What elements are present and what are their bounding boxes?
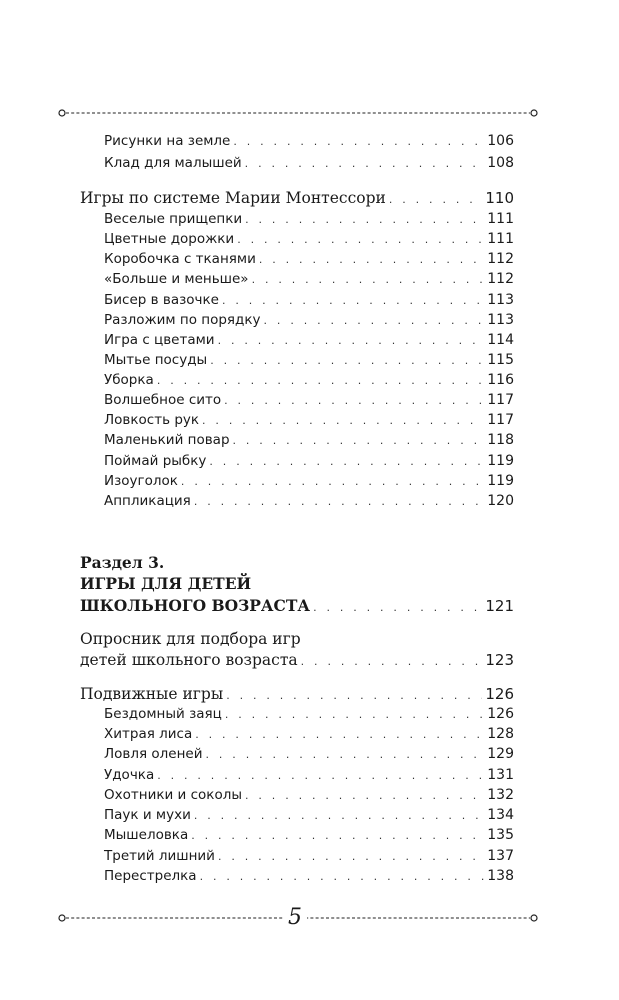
toc-entry[interactable]: [80, 412, 514, 428]
leader-dots: [224, 394, 484, 407]
toc-entry-title: Бездомный заяц: [104, 706, 222, 722]
toc-entry[interactable]: [80, 827, 514, 843]
toc-entry[interactable]: [80, 868, 514, 884]
leader-dots: [218, 850, 484, 863]
leader-dots: [225, 708, 484, 721]
toc-entry[interactable]: [80, 211, 514, 227]
toc-entry-title: Веселые прищепки: [104, 211, 243, 227]
top-decorative-rule: [58, 107, 538, 119]
toc-entry-page: 117: [487, 392, 514, 408]
toc-entry-page: 118: [487, 432, 514, 448]
leader-dots: [195, 728, 484, 741]
toc-entry-page: 135: [487, 827, 514, 843]
toc-entry[interactable]: [80, 453, 514, 469]
leader-dots: [226, 689, 482, 702]
toc-entry-page: 111: [487, 211, 514, 227]
toc-entry[interactable]: [80, 726, 514, 742]
toc-entry-page: 131: [487, 767, 514, 783]
toc-entry-title: Удочка: [104, 767, 155, 783]
toc-entry-page: 113: [487, 292, 514, 308]
toc-part-entry[interactable]: [80, 596, 514, 615]
toc-entry-title: Мышеловка: [104, 827, 189, 843]
toc-entry-title: Волшебное сито: [104, 392, 222, 408]
toc-entry[interactable]: [80, 767, 514, 783]
toc-entry-page: 128: [487, 726, 514, 742]
toc-entry[interactable]: [80, 432, 514, 448]
toc-entry-title: Охотники и соколы: [104, 787, 243, 803]
toc-entry[interactable]: [80, 372, 514, 388]
leader-dots: [218, 334, 485, 347]
toc-part-title: ШКОЛЬНОГО ВОЗРАСТА: [80, 596, 311, 615]
toc-entry-title: Игра с цветами: [104, 332, 215, 348]
leader-dots: [157, 769, 484, 782]
toc-section-entry[interactable]: [80, 189, 514, 207]
toc-entry-title: Ловля оленей: [104, 746, 203, 762]
toc-entry-page: 111: [487, 231, 514, 247]
toc-entry-title: Ловкость рук: [104, 412, 200, 428]
toc-entry-title: Бисер в вазочке: [104, 292, 219, 308]
leader-dots: [301, 655, 483, 668]
toc-entry-page: 108: [487, 155, 514, 171]
toc-section-entry[interactable]: [80, 685, 514, 703]
leader-dots: [233, 434, 485, 447]
toc-entry-page: 132: [487, 787, 514, 803]
leader-dots: [259, 253, 484, 266]
toc-entry-title: Изоуголок: [104, 473, 178, 489]
toc-entry-page: 126: [487, 706, 514, 722]
toc-entry-page: 138: [487, 868, 514, 884]
toc-entry[interactable]: [80, 392, 514, 408]
toc-part-page: 121: [485, 597, 514, 615]
toc-entry[interactable]: [80, 231, 514, 247]
toc-entry-title: Перестрелка: [104, 868, 197, 884]
toc-entry[interactable]: [80, 706, 514, 722]
toc-entry-page: 119: [487, 453, 514, 469]
leader-dots: [202, 414, 484, 427]
toc-entry-title: Аппликация: [104, 493, 191, 509]
leader-dots: [237, 233, 484, 246]
part-heading: ИГРЫ ДЛЯ ДЕТЕЙ: [80, 574, 252, 593]
toc-section-title: детей школьного возраста: [80, 651, 298, 669]
page-number: 5: [283, 905, 307, 931]
toc-section-title-line: Опросник для подбора игр: [80, 630, 301, 648]
leader-dots: [194, 495, 484, 508]
leader-dots: [194, 809, 484, 822]
toc-entry-title: Третий лишний: [104, 848, 215, 864]
leader-dots: [209, 455, 484, 468]
toc-entry-title: Цветные дорожки: [104, 231, 235, 247]
toc-entry[interactable]: [80, 292, 514, 308]
toc-entry[interactable]: [80, 746, 514, 762]
toc-entry[interactable]: [80, 155, 514, 171]
toc-entry-page: 114: [487, 332, 514, 348]
toc-section-page: 123: [485, 651, 514, 669]
toc-entry[interactable]: [80, 493, 514, 509]
toc-entry-title: Рисунки на земле: [104, 133, 231, 149]
toc-entry-page: 134: [487, 807, 514, 823]
toc-entry-title: Поймай рыбку: [104, 453, 207, 469]
leader-dots: [233, 135, 484, 148]
toc-entry-page: 137: [487, 848, 514, 864]
toc-entry[interactable]: [80, 352, 514, 368]
leader-dots: [206, 748, 485, 761]
part-heading: Раздел 3.: [80, 553, 165, 572]
leader-dots: [222, 294, 484, 307]
toc-entry-title: Маленький повар: [104, 432, 230, 448]
toc-entry-page: 120: [487, 493, 514, 509]
toc-entry[interactable]: [80, 332, 514, 348]
leader-dots: [245, 213, 484, 226]
leader-dots: [245, 157, 485, 170]
toc-entry[interactable]: [80, 312, 514, 328]
toc-section-page: 110: [485, 189, 514, 207]
leader-dots: [200, 870, 485, 883]
toc-entry-page: 117: [487, 412, 514, 428]
leader-dots: [389, 193, 482, 206]
toc-entry-page: 113: [487, 312, 514, 328]
toc-entry[interactable]: [80, 271, 514, 287]
toc-entry[interactable]: [80, 807, 514, 823]
toc-section-title: Подвижные игры: [80, 685, 224, 703]
toc-entry[interactable]: [80, 473, 514, 489]
leader-dots: [245, 789, 484, 802]
leader-dots: [264, 314, 485, 327]
leader-dots: [313, 601, 482, 614]
toc-entry-title: Паук и мухи: [104, 807, 191, 823]
toc-entry-title: Разложим по порядку: [104, 312, 261, 328]
toc-entry-title: «Больше и меньше»: [104, 271, 249, 287]
toc-section-entry[interactable]: [80, 651, 514, 669]
toc-entry[interactable]: [80, 251, 514, 267]
toc-entry-page: 115: [487, 352, 514, 368]
toc-entry-page: 116: [487, 372, 514, 388]
toc-entry-title: Уборка: [104, 372, 154, 388]
leader-dots: [210, 354, 484, 367]
toc-entry[interactable]: [80, 848, 514, 864]
toc-entry[interactable]: [80, 133, 514, 149]
toc-entry-title: Хитрая лиса: [104, 726, 193, 742]
toc-entry-title: Мытье посуды: [104, 352, 208, 368]
toc-entry-page: 112: [487, 271, 514, 287]
toc-section-page: 126: [485, 685, 514, 703]
toc-entry-title: Коробочка с тканями: [104, 251, 256, 267]
leader-dots: [181, 475, 484, 488]
toc-entry-page: 129: [487, 746, 514, 762]
toc-entry[interactable]: [80, 787, 514, 803]
leader-dots: [191, 829, 484, 842]
toc-entry-page: 119: [487, 473, 514, 489]
leader-dots: [252, 273, 485, 286]
toc-entry-page: 106: [487, 133, 514, 149]
toc-entry-page: 112: [487, 251, 514, 267]
leader-dots: [157, 374, 484, 387]
toc-entry-title: Клад для малышей: [104, 155, 242, 171]
toc-section-title: Игры по системе Марии Монтессори: [80, 189, 386, 207]
